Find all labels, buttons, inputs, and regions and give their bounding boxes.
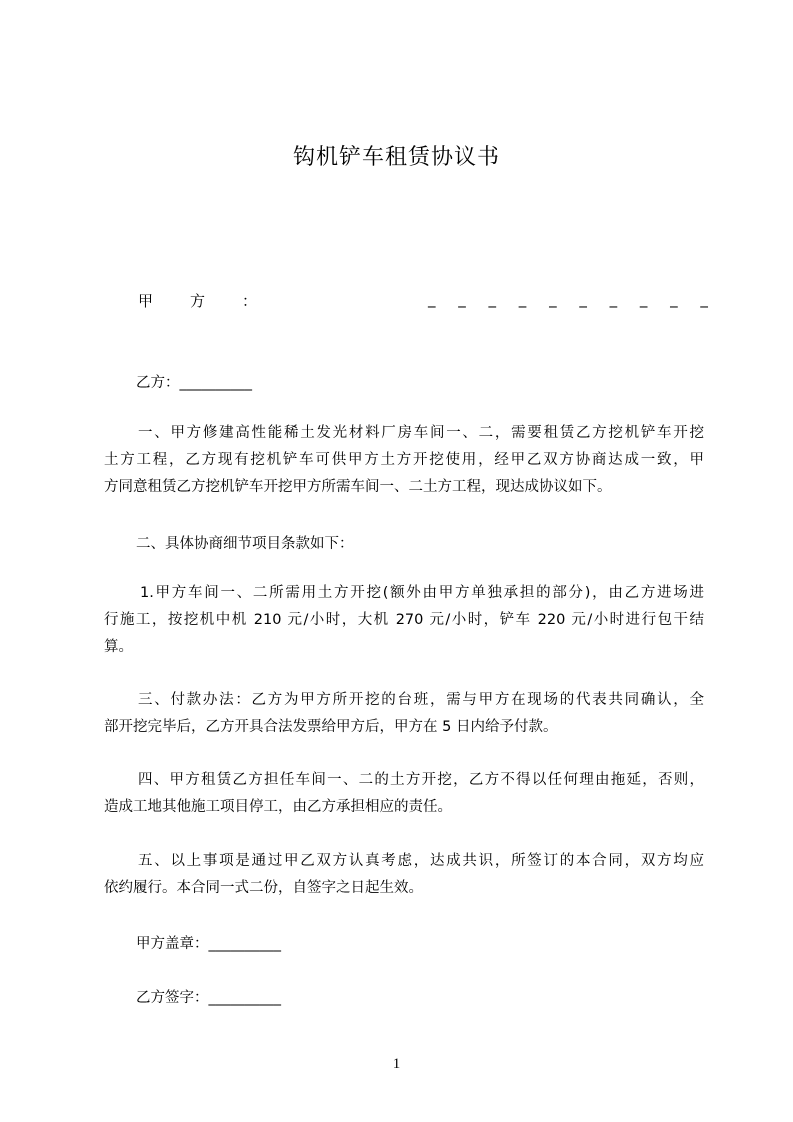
paragraph-line: 土方工程，乙方现有挖机铲车可供甲方土方开挖使用，经甲乙双方协商达成一致，甲 bbox=[104, 452, 704, 468]
paragraph-line: 行施工，按挖机中机 210 元/小时，大机 270 元/小时，铲车 220 元/小时进行包干结 bbox=[104, 612, 704, 628]
party-b-line: 乙方：__________ bbox=[136, 375, 252, 391]
document-title: 钩机铲车租赁协议书 bbox=[292, 145, 500, 170]
blank-mark: _ bbox=[549, 290, 557, 308]
blank-mark: _ bbox=[609, 290, 618, 308]
section-5-paragraph bbox=[104, 848, 704, 902]
section-1-paragraph bbox=[104, 420, 704, 501]
party-a-blank-field bbox=[428, 290, 708, 308]
paragraph-line: 四、甲方租赁乙方担任车间一、二的土方开挖，乙方不得以任何理由拖延，否则， bbox=[138, 772, 704, 788]
party-b-signature-line: 乙方签字：__________ bbox=[136, 990, 281, 1006]
paragraph-line: 五、以上事项是通过甲乙双方认真考虑，达成共识，所签订的本合同，双方均应 bbox=[138, 853, 704, 869]
party-a-char-1: 甲 bbox=[138, 292, 154, 310]
paragraph-line: 造成工地其他施工项目停工，由乙方承担相应的责任。 bbox=[104, 799, 452, 815]
blank-mark: _ bbox=[639, 290, 648, 308]
section-2-heading: 二、具体协商细节项目条款如下： bbox=[136, 536, 354, 552]
item-1-paragraph bbox=[104, 580, 704, 661]
paragraph-line: 一、甲方修建高性能稀土发光材料厂房车间一、二，需要租赁乙方挖机铲车开挖 bbox=[138, 425, 704, 441]
party-a-seal-line: 甲方盖章：__________ bbox=[136, 936, 281, 952]
page-number: 1 bbox=[392, 1056, 401, 1072]
blank-mark: _ bbox=[579, 290, 587, 308]
party-a-line bbox=[138, 290, 708, 314]
paragraph-line: 1.甲方车间一、二所需用土方开挖(额外由甲方单独承担的部分)，由乙方进场进 bbox=[140, 585, 704, 601]
paragraph-line: 算。 bbox=[104, 639, 133, 655]
blank-mark: _ bbox=[670, 290, 678, 308]
paragraph-line: 部开挖完毕后，乙方开具合法发票给甲方后，甲方在 5 日内给予付款。 bbox=[104, 719, 558, 735]
blank-mark: _ bbox=[428, 290, 436, 308]
section-3-paragraph bbox=[104, 687, 704, 741]
paragraph-line: 方同意租赁乙方挖机铲车开挖甲方所需车间一、二土方工程，现达成协议如下。 bbox=[104, 479, 612, 495]
blank-mark: _ bbox=[458, 290, 466, 308]
party-a-char-2: 方 bbox=[190, 292, 206, 310]
paragraph-line: 依约履行。本合同一式二份，自签字之日起生效。 bbox=[104, 880, 423, 896]
blank-mark: _ bbox=[518, 290, 527, 308]
paragraph-line: 三、付款办法：乙方为甲方所开挖的台班，需与甲方在现场的代表共同确认，全 bbox=[138, 692, 704, 708]
blank-mark: _ bbox=[488, 290, 497, 308]
section-4-paragraph bbox=[104, 767, 704, 821]
party-a-colon: ： bbox=[242, 292, 258, 310]
blank-mark: _ bbox=[700, 290, 708, 308]
